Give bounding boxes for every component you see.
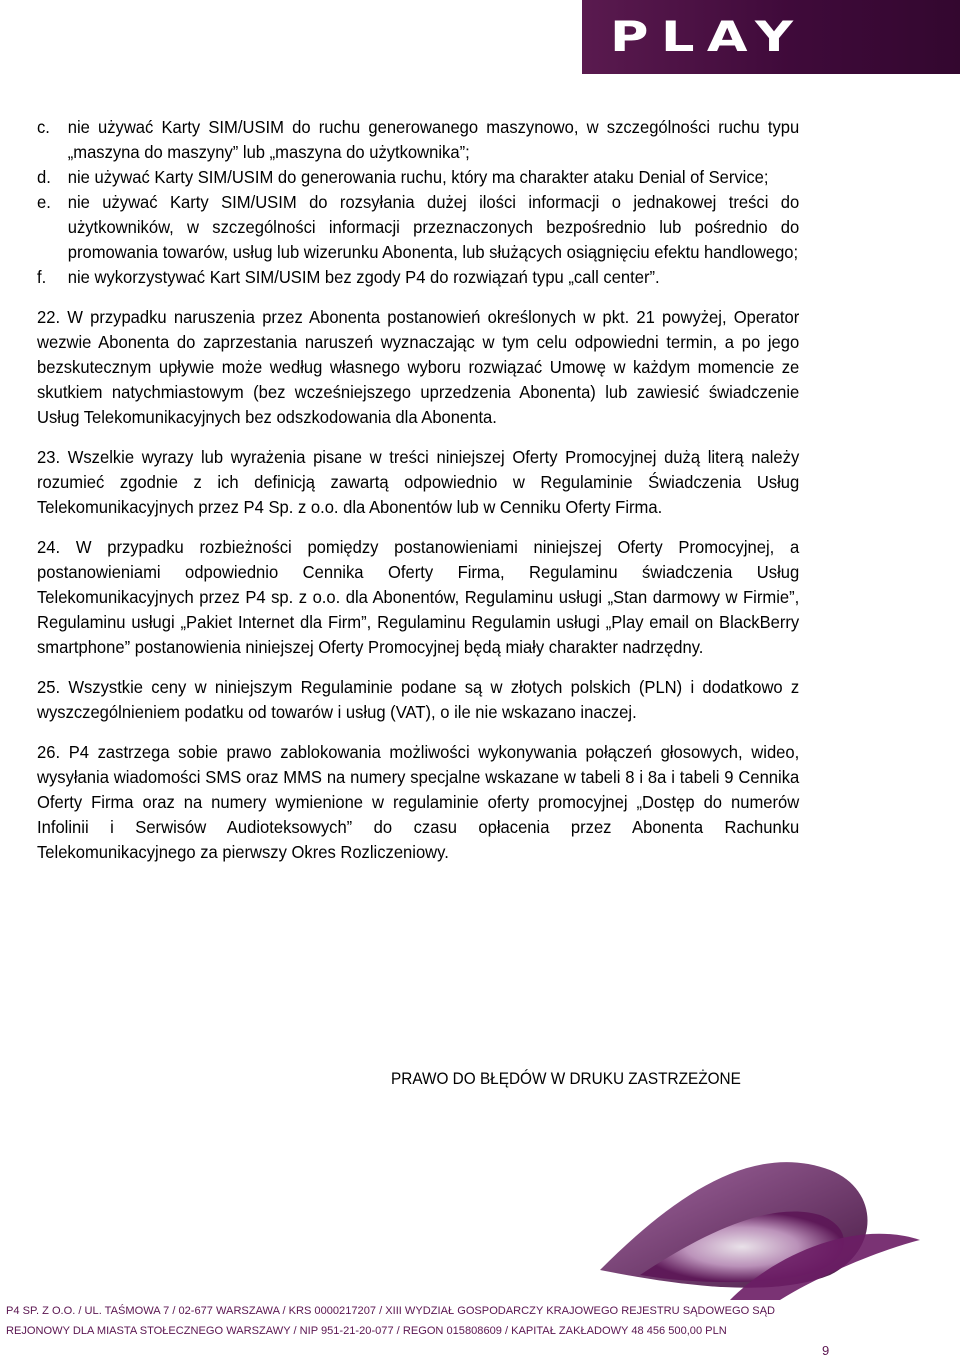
numbered-point [37,305,799,430]
play-logo: PLAY [610,12,806,61]
list-item-text: nie używać Karty SIM/USIM do generowania ruchu, który ma charakter ataku Denial of Service; [67,167,769,187]
point-number: 22. [37,307,61,327]
point-text: Wszystkie ceny w niniejszym Regulaminie podane są w złotych polskich (PLN) i dodatkowo z wyszczególnieniem podatku od towarów i usług (VAT), o ile nie wskazano inaczej. [37,677,800,722]
footer-company-line-2: REJONOWY DLA MIASTA STOŁECZNEGO WARSZAWY / NIP 951-21-20-077 / REGON 015808609 / KAPITAŁ ZAKŁADOWY 48 456 500,00 PLN [6,1325,727,1337]
numbered-point [37,445,799,520]
point-text: Wszelkie wyrazy lub wyrażenia pisane w treści niniejszej Oferty Promocyjnej dużą literą należy rozumieć zgodnie z ich definicją zawartą odpowiednio w Regulaminie Świadczenia Usług Telekomunikacyjnych przez P4 Sp. z o.o. dla Abonentów lub w Cenniku Oferty Firma. [37,447,800,517]
list-item-text: nie wykorzystywać Kart SIM/USIM bez zgody P4 do rozwiązań typu „call center”. [67,267,660,287]
point-number: 26. [37,742,61,762]
numbered-point [37,675,799,725]
list-item [37,165,799,190]
page-number: 9 [822,1343,830,1358]
brand-swirl-graphic [580,1100,940,1300]
list-item-text: nie używać Karty SIM/USIM do ruchu generowanego maszynowo, w szczególności ruchu typu „maszyna do maszyny” lub „maszyna do użytkownika”; [67,117,800,162]
point-text: W przypadku rozbieżności pomiędzy postanowieniami niniejszej Oferty Promocyjnej, a postanowieniami odpowiednio Cennika Oferty Firma, Regulaminu świadczenia Usług Telekomunikacyjnych przez P4 sp. z o.o. dla Abonentów, Regulaminu usługi „Stan darmowy w Firmie”, Regulaminu usługi „Pakiet Internet dla Firm”, Regulaminu Regulamin usługi „Play email on BlackBerry smartphone” postanowienia niniejszej Oferty Promocyjnej będą miały charakter nadrzędny. [37,537,800,657]
point-text: W przypadku naruszenia przez Abonenta postanowień określonych w pkt. 21 powyżej, Operator wezwie Abonenta do zaprzestania naruszeń wyznaczając w tym celu odpowiedni termin, a po jego bezskutecznym upływie może według własnego wyboru rozwiązać Umowę w każdym momencie ze skutkiem natychmiastowym (bez wcześniejszego uprzedzenia Abonenta) lub zawiesić świadczenie Usług Telekomunikacyjnych bez odszkodowania dla Abonenta. [37,307,800,427]
point-text: P4 zastrzega sobie prawo zablokowania możliwości wykonywania połączeń głosowych, wideo, wysyłania wiadomości SMS oraz MMS na numery specjalne wskazane w tabeli 8 i 8a i tabeli 9 Cennika Oferty Firma oraz na numery wymienione w regulaminie oferty promocyjnej „Dostęp do numerów Infolinii i Serwisów Audioteksowych” do czasu opłacenia przez Abonenta Rachunku Telekomunikacyjnego za pierwszy Okres Rozliczeniowy. [37,742,800,862]
footer-company-line-1: P4 SP. Z O.O. / UL. TAŚMOWA 7 / 02-677 WARSZAWA / KRS 0000217207 / XIII WYDZIAŁ GOSPODARCZY KRAJOWEGO REJESTRU SĄDOWEGO SĄD [6,1305,776,1317]
list-item [37,115,799,165]
list-marker: d. [37,167,51,187]
numbered-point [37,740,799,865]
list-item [37,265,799,290]
list-marker: e. [37,192,51,212]
point-number: 23. [37,447,61,467]
list-item [37,190,799,265]
document-body [37,115,799,865]
list-marker: f. [37,267,47,287]
list-marker: c. [37,117,50,137]
point-number: 25. [37,677,61,697]
print-errors-disclaimer: PRAWO DO BŁĘDÓW W DRUKU ZASTRZEŻONE [391,1070,741,1088]
list-item-text: nie używać Karty SIM/USIM do rozsyłania dużej ilości informacji o jednakowej treści do użytkowników, w szczególności informacji przeznaczonych bezpośrednio lub pośrednio do promowania towarów, usług lub wizerunku Abonenta, lub służących osiągnięciu efektu handlowego; [67,192,800,262]
numbered-point [37,535,799,660]
point-number: 24. [37,537,61,557]
